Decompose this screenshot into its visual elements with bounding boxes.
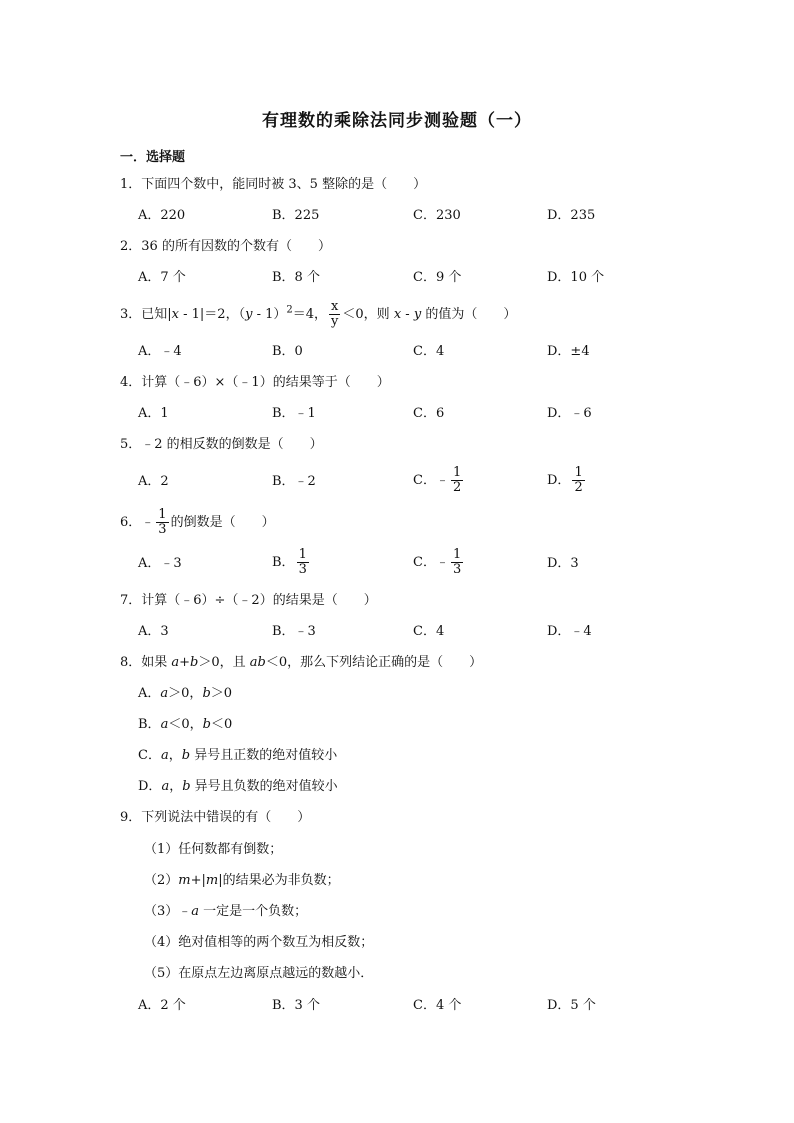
var-a: a	[191, 904, 200, 919]
option-b: B．﹣2	[272, 474, 316, 489]
denominator: 2	[452, 480, 462, 495]
statement-text: 一定是一个负数；	[199, 904, 308, 919]
denominator: 3	[158, 522, 167, 537]
question-2-options	[138, 269, 738, 291]
option-text: ＞0	[210, 686, 233, 701]
question-7: 7．计算（﹣6）÷（﹣2）的结果是（ ）	[120, 593, 377, 608]
q3-minus: -	[401, 307, 414, 322]
option-b: B．﹣1	[272, 406, 316, 421]
statement-2	[144, 872, 340, 890]
option-c-label: C．﹣	[413, 555, 449, 570]
option-text: ，	[169, 779, 183, 794]
numerator: 1	[452, 465, 462, 480]
var-x: x	[171, 307, 179, 322]
option-c: C．9 个	[413, 270, 462, 285]
statement-1: （1）任何数都有倒数；	[144, 842, 283, 857]
q3-abs-rest: - 1|＝2，（	[179, 307, 246, 322]
q8-p1: 8．如果	[120, 655, 172, 670]
var-a: a	[160, 748, 169, 763]
var-y: y	[413, 307, 422, 322]
option-d	[547, 466, 587, 495]
option-label: A．	[138, 686, 161, 701]
option-c	[413, 548, 465, 577]
option-b: B．﹣3	[272, 624, 316, 639]
option-d: D．10 个	[547, 270, 605, 285]
question-3	[120, 300, 516, 329]
var-x: x	[393, 307, 402, 322]
option-a: A．2	[138, 474, 169, 489]
question-6-options	[138, 548, 738, 582]
option-d: D．235	[547, 208, 596, 223]
option-text: ＜0，	[168, 717, 203, 732]
option-a: A．7 个	[138, 270, 186, 285]
expr-a-plus-b: a+b	[171, 655, 199, 670]
option-text: 异号且负数的绝对值较小	[190, 779, 338, 794]
option-c: C．4 个	[413, 998, 462, 1013]
option-a: A．3	[138, 624, 169, 639]
fraction-one-half	[451, 466, 463, 495]
statement-4: （4）绝对值相等的两个数互为相反数；	[144, 935, 374, 950]
option-text: ＞0，	[168, 686, 203, 701]
question-1-options	[138, 207, 738, 229]
option-c: C．230	[413, 208, 461, 223]
question-6	[120, 508, 275, 537]
var-a: a	[160, 717, 169, 732]
fraction-one-third	[156, 508, 168, 537]
denominator: 3	[298, 562, 307, 577]
option-text: ，	[168, 748, 182, 763]
option-a: A．﹣4	[138, 344, 182, 359]
expr-m-plus-abs-m: m+|m|	[178, 873, 223, 888]
option-b	[272, 548, 311, 577]
q6-tail: 的倒数是（ ）	[170, 515, 275, 530]
section-heading: 一．选择题	[120, 150, 186, 165]
q3-prefix: 3．已知|	[120, 307, 172, 322]
denominator: 3	[452, 562, 462, 577]
numerator: 1	[158, 507, 167, 522]
var-a: a	[161, 779, 170, 794]
statement-num: （2）	[144, 873, 179, 888]
option-d	[138, 778, 338, 796]
option-b: B．3 个	[272, 998, 320, 1013]
option-label: D．	[138, 779, 162, 794]
option-c	[138, 747, 337, 765]
question-3-options	[138, 343, 738, 365]
option-b: B．225	[272, 208, 320, 223]
question-7-options	[138, 623, 738, 645]
option-a	[138, 685, 232, 703]
option-b-label: B．	[272, 555, 295, 570]
question-9: 9．下列说法中错误的有（ ）	[120, 810, 311, 825]
statement-num: （3）﹣	[144, 904, 192, 919]
question-1: 1．下面四个数中，能同时被 3、5 整除的是（ ）	[120, 177, 427, 192]
option-text: ＜0	[210, 717, 233, 732]
option-a: A．2 个	[138, 998, 186, 1013]
option-c: C．4	[413, 624, 445, 639]
option-c: C．4	[413, 344, 445, 359]
expr-ab: ab	[249, 655, 266, 670]
var-b: b	[181, 748, 191, 763]
option-c-label: C．﹣	[413, 473, 449, 488]
page-title: 有理数的乘除法同步测验题（一）	[262, 111, 532, 131]
option-text: 异号且正数的绝对值较小	[190, 748, 338, 763]
numerator: 1	[574, 465, 583, 480]
option-d: D．﹣4	[547, 624, 592, 639]
option-a: A．220	[138, 208, 186, 223]
fraction-x-over-y	[329, 300, 340, 329]
statement-5: （5）在原点左边离原点越远的数越小．	[144, 966, 374, 981]
question-4: 4．计算（﹣6）×（﹣1）的结果等于（ ）	[120, 375, 390, 390]
option-b: B．8 个	[272, 270, 320, 285]
question-2: 2．36 的所有因数的个数有（ ）	[120, 239, 331, 254]
fraction-one-third	[297, 548, 309, 577]
denominator: 2	[574, 480, 583, 495]
exponent: 2	[286, 304, 293, 316]
option-d: D．﹣6	[547, 406, 592, 421]
option-d: D．5 个	[547, 998, 596, 1013]
q3-sq-rest: - 1）	[252, 307, 287, 322]
numerator: 1	[452, 547, 462, 562]
statement-text: 的结果必为非负数；	[222, 873, 340, 888]
option-a: A．1	[138, 406, 169, 421]
var-y: y	[245, 307, 253, 322]
question-4-options	[138, 405, 738, 427]
var-a: a	[160, 686, 169, 701]
option-c	[413, 466, 465, 495]
question-8	[120, 654, 482, 672]
fraction-one-third	[451, 548, 463, 577]
q3-tail: 的值为（ ）	[421, 307, 517, 322]
var-b: b	[182, 779, 191, 794]
question-5: 5．﹣2 的相反数的倒数是（ ）	[120, 437, 323, 452]
fraction-one-half	[572, 466, 584, 495]
q3-eq4: ＝4，	[292, 307, 328, 322]
question-9-options	[138, 997, 738, 1019]
numerator: x	[331, 299, 339, 314]
q8-p2: ＞0，且	[198, 655, 250, 670]
question-5-options	[138, 466, 738, 500]
numerator: 1	[298, 547, 307, 562]
statement-3	[144, 903, 307, 921]
option-label: B．	[138, 717, 161, 732]
option-c: C．6	[413, 406, 445, 421]
option-label: C．	[138, 748, 161, 763]
option-a: A．﹣3	[138, 556, 182, 571]
option-b	[138, 716, 232, 734]
q3-lt0: ＜0，则	[342, 307, 394, 322]
var-b: b	[202, 717, 211, 732]
option-d-label: D．	[547, 473, 571, 488]
option-d: D．3	[547, 556, 579, 571]
q6-prefix: 6．﹣	[120, 515, 155, 530]
option-d: D．±4	[547, 344, 590, 359]
var-b: b	[202, 686, 211, 701]
option-b: B．0	[272, 344, 303, 359]
q8-p3: ＜0，那么下列结论正确的是（ ）	[265, 655, 483, 670]
denominator: y	[331, 314, 339, 329]
